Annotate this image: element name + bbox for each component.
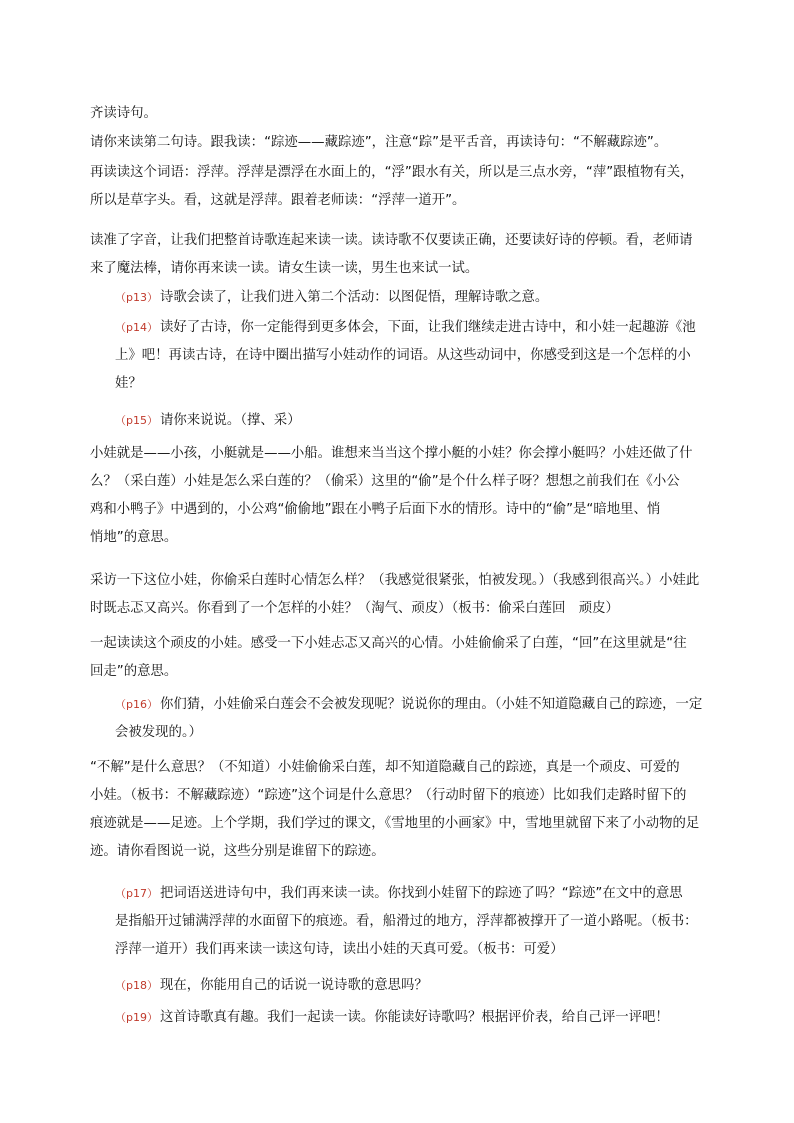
- paragraph-8: [90, 754, 730, 866]
- text-line: 悄地”的意思。: [90, 530, 178, 545]
- text-line: 痕迹就是——足迹。上个学期，我们学过的课文，《雪地里的小画家》中，雪地里就留下来了小动物的足: [90, 816, 700, 831]
- slide-tag: （p14）: [115, 321, 158, 334]
- text-line: 浮萍一道开）我们再来读一读这句诗，读出小娃的天真可爱。（板书：可爱）: [115, 942, 564, 957]
- paragraph-6: [90, 567, 730, 623]
- paragraph-p14: [115, 314, 730, 398]
- paragraph-4: [90, 227, 730, 283]
- slide-tag: （p18）: [115, 979, 158, 992]
- text-line: 是指船开过铺满浮萍的水面留下的痕迹。看，船滑过的地方，浮萍都被撑开了一道小路呢。（板书：: [115, 914, 698, 929]
- text-line: 娃？: [115, 376, 142, 391]
- slide-tag: （p17）: [115, 887, 158, 900]
- paragraph-p16: [115, 691, 730, 747]
- text-line: 上》吧！再读古诗，在诗中圈出描写小娃动作的词语。从这些动词中，你感受到这是一个怎样的小: [115, 348, 691, 363]
- text-line: 来了魔法棒，请你再来读一读。请女生读一读，男生也来试一试。: [90, 261, 479, 276]
- slide-tag: （p16）: [115, 698, 158, 711]
- text-line: 诗歌会读了，让我们进入第二个活动：以图促悟，理解诗歌之意。: [159, 290, 549, 305]
- text-line: 迹。请你看图说一说，这些分别是谁留下的踪迹。: [90, 844, 385, 859]
- text-line: 鸡和小鸭子》中遇到的，小公鸡“偷偷地”跟在小鸭子后面下水的情形。诗中的“偷”是“暗地里、悄: [90, 502, 661, 517]
- paragraph-p13: [115, 284, 730, 312]
- paragraph-7: [90, 630, 730, 686]
- text-line: 请你来说说。（撑、采）: [159, 413, 301, 428]
- paragraph-p18: [115, 972, 730, 1000]
- text-line: “不解”是什么意思？（不知道）小娃偷偷采白莲，却不知道隐藏自己的踪迹，真是一个顽皮、可爱的: [90, 760, 680, 775]
- paragraph-p19: [115, 1004, 730, 1032]
- text-line: 齐读诗句。: [90, 106, 157, 121]
- text-line: 一起读读这个顽皮的小娃。感受一下小娃忐忑又高兴的心情。小娃偷偷采了白莲，“回”在这里就是“往: [90, 636, 687, 651]
- slide-tag: （p19）: [115, 1011, 158, 1024]
- paragraph-p15: [115, 407, 730, 435]
- text-line: 请你来读第二句诗。跟我读：“踪迹——藏踪迹”，注意“踪”是平舌音，再读诗句：“不解藏踪迹”。: [90, 135, 668, 150]
- paragraph-p17: [115, 880, 730, 964]
- paragraph-5: [90, 440, 730, 552]
- text-line: 回走”的意思。: [90, 664, 178, 679]
- text-line: 会被发现的。）: [115, 725, 203, 740]
- slide-tag: （p15）: [115, 414, 158, 427]
- text-line: 你们猜，小娃偷采白莲会不会被发现呢？说说你的理由。（小娃不知道隐藏自己的踪迹，一定: [159, 697, 703, 712]
- text-line: 所以是草字头。看，这就是浮萍。跟着老师读：“浮萍一道开”。: [90, 193, 466, 208]
- text-line: 现在，你能用自己的话说一说诗歌的意思吗？: [159, 978, 428, 993]
- text-line: 采访一下这位小娃，你偷采白莲时心情怎么样？（我感觉很紧张，怕被发现。）（我感到很高兴。）小娃此: [90, 573, 700, 588]
- paragraph-1: [90, 100, 730, 128]
- slide-tag: （p13）: [115, 291, 158, 304]
- text-line: 么？（采白莲）小娃是怎么采白莲的？（偷采）这里的“偷”是个什么样子呀？想想之前我们在《小公: [90, 474, 680, 489]
- paragraph-3: [90, 159, 730, 215]
- text-line: 再读读这个词语：浮萍。浮萍是漂浮在水面上的，“浮”跟水有关，所以是三点水旁，“萍”跟植物有关，: [90, 165, 694, 180]
- text-line: 小娃。（板书：不解藏踪迹）“踪迹”这个词是什么意思？（行动时留下的痕迹）比如我们走路时留下的: [90, 788, 687, 803]
- text-line: 这首诗歌真有趣。我们一起读一读。你能读好诗歌吗？根据评价表，给自己评一评吧！: [159, 1010, 669, 1025]
- text-line: 把词语送进诗句中，我们再来读一读。你找到小娃留下的踪迹了吗？“踪迹”在文中的意思: [159, 886, 683, 901]
- text-line: 时既忐忑又高兴。你看到了一个怎样的小娃？（淘气、顽皮）（板书：偷采白莲回 顽皮）: [90, 601, 619, 616]
- text-line: 小娃就是——小孩，小艇就是——小船。谁想来当当这个撑小艇的小娃？你会撑小艇吗？小娃还做了什: [90, 446, 693, 461]
- text-line: 读好了古诗，你一定能得到更多体会，下面，让我们继续走进古诗中，和小娃一起趣游《池: [159, 320, 696, 335]
- text-line: 读准了字音，让我们把整首诗歌连起来读一读。读诗歌不仅要读正确，还要读好诗的停顿。看，老师请: [90, 233, 693, 248]
- paragraph-2: [90, 129, 730, 157]
